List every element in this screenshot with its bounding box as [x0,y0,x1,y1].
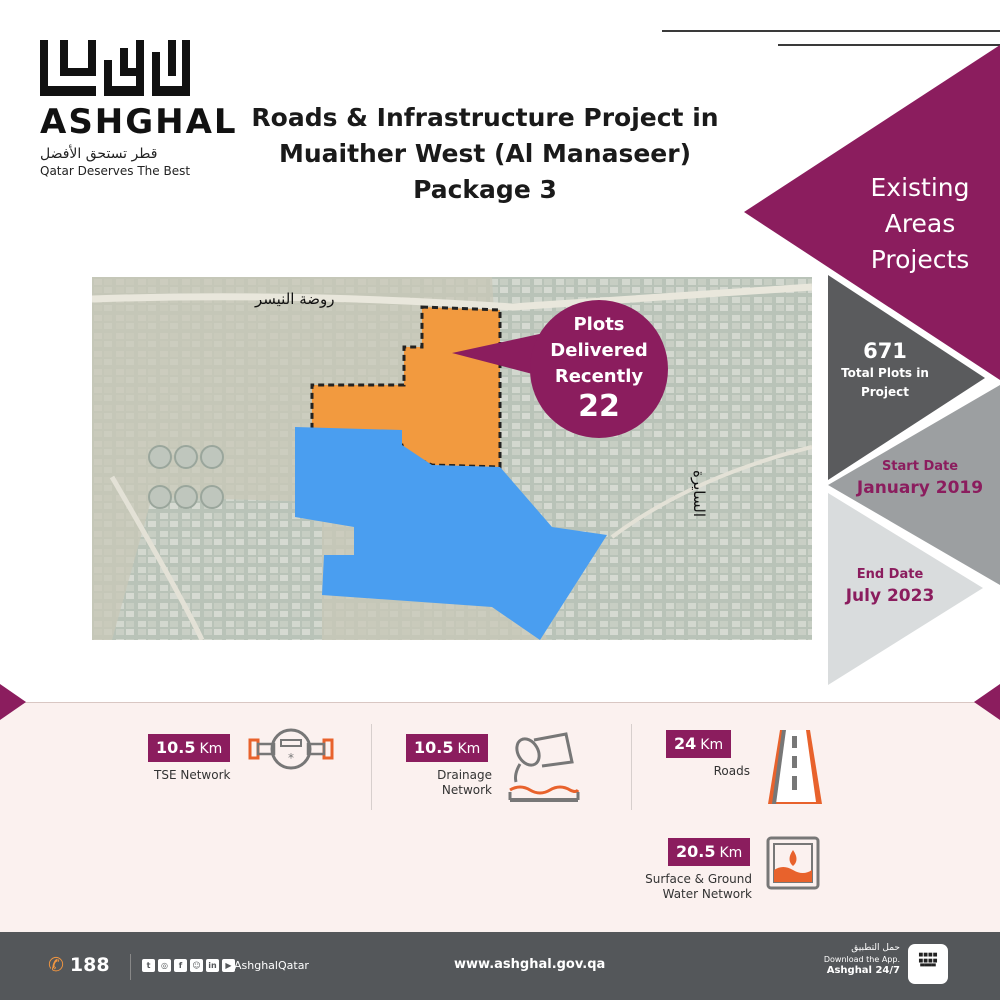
project-category: Existing Areas Projects [870,173,970,274]
ground-water-icon [766,836,820,890]
footer [0,932,1000,1000]
total-plots-value: 671 [863,339,907,363]
drainage-network-badge: 10.5 Km [406,734,488,762]
app-download-text: حمل التطبيق Download the App. Ashghal 24/7 [823,943,900,976]
linkedin-icon[interactable]: in [206,959,219,972]
facebook-icon[interactable]: f [174,959,187,972]
ground-water-label: Surface & Ground Water Network [645,872,752,901]
top-rule-1 [662,30,1000,32]
drainage-pipe-icon [506,730,582,804]
roads-label: Roads [713,764,750,778]
water-meter-icon [248,726,334,772]
twitter-icon[interactable]: t [142,959,155,972]
phone-icon: ✆ [48,954,64,976]
title-line-3: Package 3 [413,175,557,204]
tse-network-badge: 10.5 Km [148,734,230,762]
ashghal-app-icon[interactable]: ■■■■ ■■■■ ▀▀▀▀ [908,944,948,984]
ashghal-arabic-logo-mark [40,40,190,96]
svg-text:*: * [288,751,294,765]
tse-network-label: TSE Network [154,768,231,782]
plots-delivered-value: 22 [578,389,620,424]
project-map [92,277,812,640]
end-date: End Date July 2023 [820,566,960,608]
snapchat-icon[interactable]: ☺ [190,959,203,972]
map-label-right: السايرة [690,470,708,517]
logo-tagline-arabic: قطر تستحق الأفضل [40,146,158,162]
logo-wordmark: ASHGHAL [40,102,238,142]
social-handle: AshghalQatar [234,959,309,972]
website-link[interactable]: www.ashghal.gov.qa [454,957,606,972]
total-plots: 671 Total Plots in Project [830,338,940,402]
roads-badge: 24 Km [666,730,731,758]
footer-separator [130,954,131,980]
title-line-2: Muaither West (Al Manaseer) [278,139,692,168]
road-icon [762,728,828,806]
start-date-value: January 2019 [856,478,984,498]
title-line-1: Roads & Infrastructure Project in [251,103,719,132]
instagram-icon[interactable]: ◎ [158,959,171,972]
map-label-top: روضة النيسر [255,290,335,308]
stats-separator-1 [371,724,372,810]
hotline[interactable]: ✆ 188 [48,954,110,976]
ground-water-badge: 20.5 Km [668,838,750,866]
right-arrow-decoration [974,684,1000,720]
left-arrow-decoration [0,684,26,720]
plots-delivered-bubble: Plots Delivered Recently 22 [530,300,668,438]
social-icons [142,959,235,972]
ashghal-logo [40,40,238,178]
drainage-network-label: Drainage Network [437,768,492,797]
stats-divider-line [0,702,1000,703]
page-title [220,100,750,208]
stats-separator-2 [631,724,632,810]
start-date: Start Date January 2019 [845,458,995,500]
end-date-value: July 2023 [845,586,935,606]
logo-tagline-english: Qatar Deserves The Best [40,164,191,178]
youtube-icon[interactable]: ▶ [222,959,235,972]
